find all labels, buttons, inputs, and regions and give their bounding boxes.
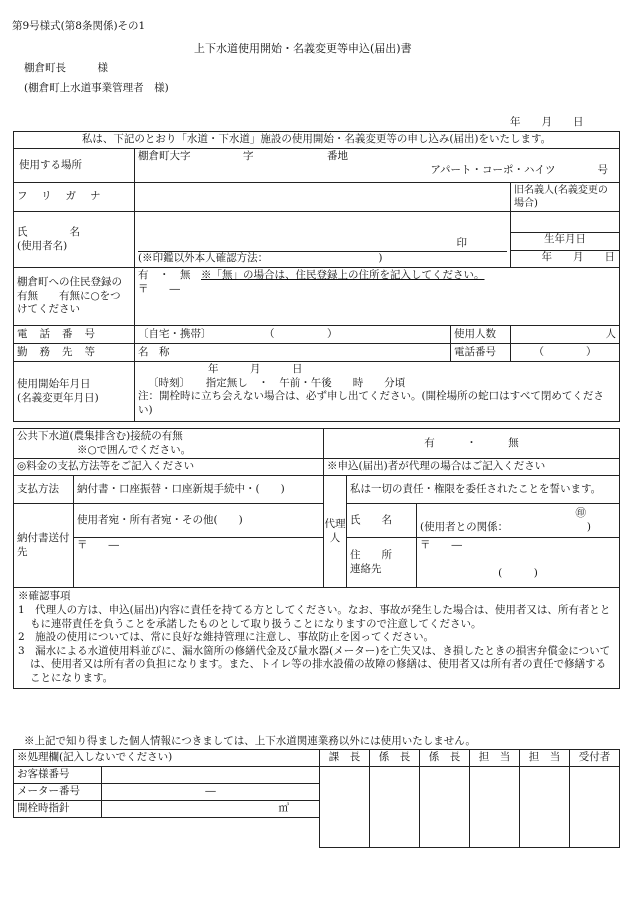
work-phone-label: 電話番号 [451,344,511,362]
stamp-label-3: 係 長 [420,750,470,767]
form-number: 第9号様式(第8条関係)その1 [12,20,146,32]
birthdate-field[interactable]: 年 月 日 [541,250,616,263]
start-label-2: (名義変更年月日) [17,391,99,404]
stamp-box-6[interactable] [570,767,620,848]
start-time[interactable]: 〔時刻〕 指定無し ・ 午前・午後 時 分頃 [148,376,406,389]
birthdate-cell [511,212,620,268]
stamp-box-4[interactable] [470,767,520,848]
start-label [14,362,135,422]
place-field[interactable] [135,149,620,183]
application-form [13,131,620,422]
application-date[interactable]: 年 月 日 [510,116,584,128]
furigana-field[interactable] [135,183,511,212]
send-to-label: 納付書送付先 [14,504,74,588]
intro-statement: 私は、下記のとおり「水道・下水道」施設の使用開始・名義変更等の申し込み(届出)をいたします。 [14,132,620,149]
old-name-field[interactable] [511,215,619,233]
seal-mark: 印 [456,236,467,249]
addressee-mayor: 棚倉町長 様 [24,62,108,74]
office-use-table [13,749,620,848]
resident-field[interactable] [135,268,620,326]
confirm-item-3: 3 漏水による水道使用料並びに、漏水箇所の修繕代金及び量水器(メーター)を亡失又は、き損したときの損害弁償金については、使用者又は所有者の負担になります。また、トイレ等の排水設備の故障の修繕は、使用者又は所有者の責任で修繕することになります。 [18,644,611,685]
sewer-label-2: ※○で囲んでください。 [77,443,192,456]
customer-number-field[interactable] [102,767,320,784]
phone-label: 電話番号 [14,326,135,344]
furigana-label: フリガナ [14,183,135,212]
agent-address-field[interactable] [417,538,620,588]
start-date[interactable]: 年 月 日 [208,363,303,375]
sewer-choice[interactable]: 有 ・ 無 [324,429,620,459]
meter-number-field[interactable]: ― [102,784,320,801]
confirm-item-2: 2 施設の使用については、常に良好な維持管理に注意し、事故防止を図ってください。 [18,631,434,644]
agent-postal: 〒 ― [420,539,463,552]
sewer-label-1: 公共下水道(農集排含む)接続の有無 [17,430,183,442]
stamp-label-1: 課 長 [320,750,370,767]
privacy-note: ※上記で知り得ました個人情報につきましては、上下水道関連業務以外には使用いたしません。 [24,735,476,747]
resident-note: ※「無」の場合は、住民登録上の住所を記入してください。 [201,269,485,281]
customer-number-label: お客様番号 [14,767,102,784]
work-name-label: 名 称 [138,345,170,358]
stamp-box-1[interactable] [320,767,370,848]
reading-label: 開栓時指針 [14,801,102,818]
stamp-box-3[interactable] [420,767,470,848]
place-label-text: 使用する場所 [19,158,82,171]
place-label [14,149,135,183]
send-to-field[interactable]: 〒 ― [74,538,324,588]
payment-method-field[interactable]: 納付書・口座振替・口座新規手続中・( ) [74,476,324,504]
confirm-section [14,588,620,688]
stamp-box-5[interactable] [520,767,570,848]
agent-relation[interactable]: (使用者との関係： ) [420,520,591,533]
start-note: 注：開栓時に立ち会えない場合は、必ず申し出てください。(開栓場所の蛇口はすべて閉めてください) [138,390,604,416]
stamp-label-6: 受付者 [570,750,620,767]
agent-statement: 私は一切の責任・権限を委任されたことを誓います。 [347,476,620,504]
name-field[interactable] [135,212,511,268]
payment-method-label: 支払方法 [14,476,74,504]
start-field[interactable] [135,362,620,422]
office-heading: ※処理欄(記入しないでください) [14,750,320,767]
agent-label: 代理人 [324,476,347,588]
reading-field[interactable]: ㎥ [102,801,320,818]
name-label-2: (使用者名) [17,239,68,252]
meter-number-label: メーター番号 [14,784,102,801]
confirm-item-1: 1 代理人の方は、申込(届出)内容に責任を持てる方としてください。なお、事故が発生した場合は、使用者又は、所有者とともに連帯責任を負うことを承諾したものとして取り扱うことになりますので注意してください。 [18,603,611,630]
work-phone-field[interactable]: （ ） [511,344,620,362]
agent-contact-label: 連絡先 [350,562,382,575]
agent-address-label [347,538,417,588]
agent-heading: ※申込(届出)者が代理の場合はご記入ください [324,459,620,476]
addressee-manager: (棚倉町上水道事業管理者 様) [24,82,169,94]
id-method[interactable]: (※印鑑以外本人確認方法： ) [138,251,507,266]
agent-name-label: 氏 名 [347,504,417,538]
name-label [14,212,135,268]
agent-seal: ㊞ [575,507,587,520]
start-label-1: 使用開始年月日 [17,377,91,390]
resident-choice[interactable]: 有 ・ 無 [138,269,191,281]
agent-name-field[interactable] [417,504,620,538]
place-line1: 棚倉町大字 字 番地 [138,150,348,162]
office-spacer [14,818,320,848]
sewer-label [14,429,324,459]
phone-field[interactable]: 〔自宅・携帯〕 （ ） [135,326,451,344]
old-name-label: 旧名義人(名義変更の場合) [511,183,620,212]
agent-addr-label: 住 所 [350,549,393,562]
resident-postal: 〒 ― [138,282,180,295]
work-label: 勤務先等 [14,344,135,362]
form-title: 上下水道使用開始・名義変更等申込(届出)書 [194,42,412,55]
birthdate-label: 生年月日 [511,233,619,251]
users-label: 使用人数 [451,326,511,344]
resident-label: 棚倉町への住民登録の有無 有無に○をつけてください [14,268,135,326]
stamp-label-2: 係 長 [370,750,420,767]
payment-heading: ◎料金の支払方法等をご記入ください [14,459,324,476]
sewer-payment-table [13,428,620,689]
confirm-title: ※確認事項 [18,590,71,603]
agent-phone[interactable]: ( ) [498,566,538,579]
addressee-field[interactable]: 使用者宛・所有者宛・その他( ) [74,504,324,538]
place-line2: アパート・コーポ・ハイツ 号 [430,163,609,176]
stamp-box-2[interactable] [370,767,420,848]
name-label-1: 氏 名 [17,225,80,238]
stamp-label-5: 担 当 [520,750,570,767]
stamp-label-4: 担 当 [470,750,520,767]
work-name-field[interactable] [135,344,451,362]
users-field[interactable]: 人 [511,326,620,344]
